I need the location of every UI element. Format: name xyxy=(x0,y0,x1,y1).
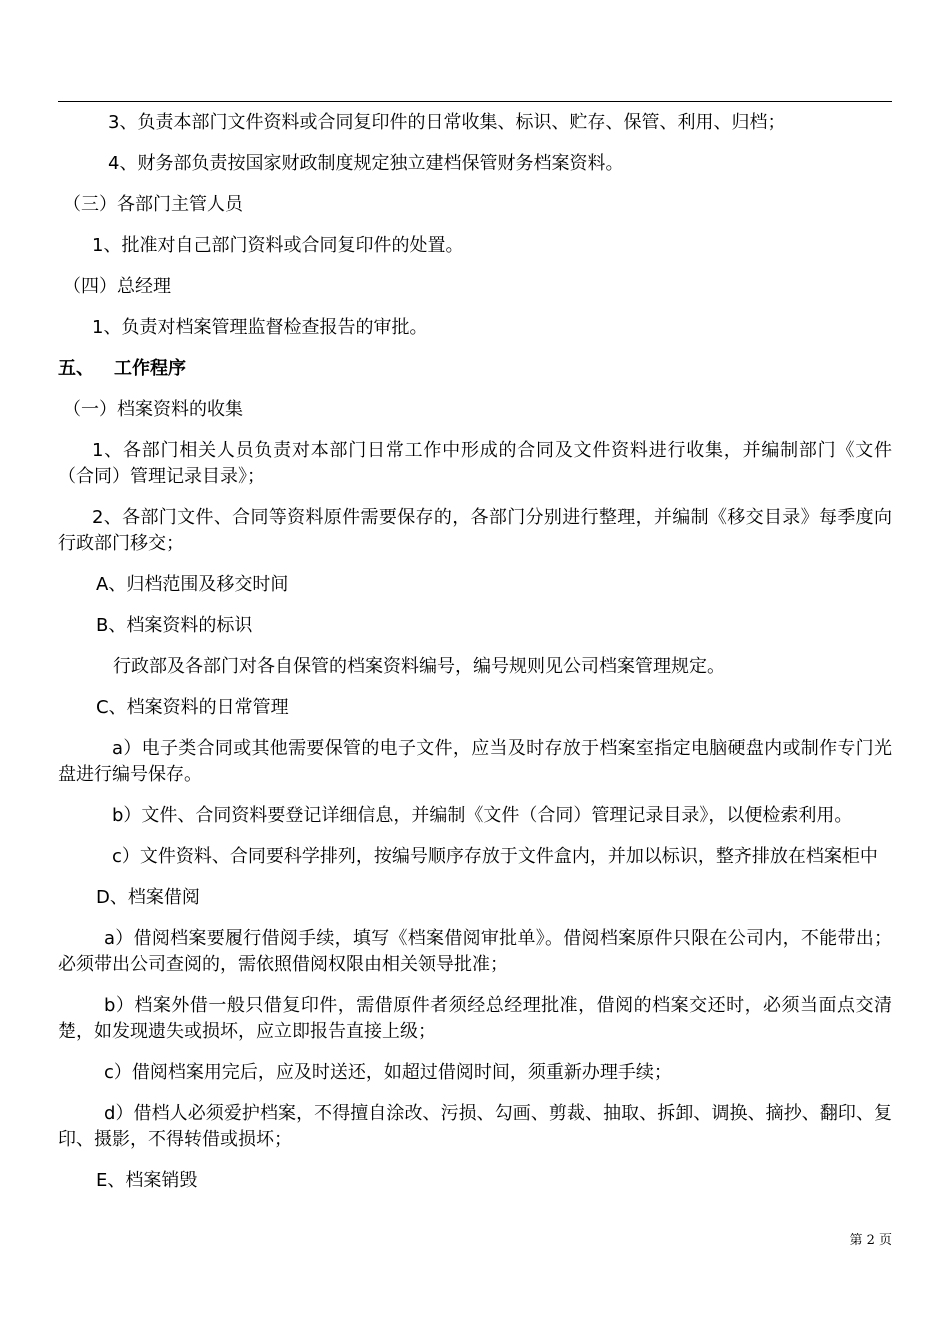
collection-item-2: 2、各部门文件、合同等资料原件需要保存的，各部门分别进行整理，并编制《移交目录》每季度向行政部门移交； xyxy=(58,507,892,554)
daily-management-c: c）文件资料、合同要科学排列，按编号顺序存放于文件盒内，并加以标识，整齐排放在档案柜中 xyxy=(112,846,878,867)
gm-duty-1: 1、负责对档案管理监督检查报告的审批。 xyxy=(92,317,428,338)
chapter-number: 五、 xyxy=(58,358,94,379)
item-a-heading: A、归档范围及移交时间 xyxy=(96,574,289,595)
subsection-collection: （一）档案资料的收集 xyxy=(63,399,243,420)
header-rule xyxy=(58,101,892,102)
labeling-rule-text: 行政部及各部门对各自保管的档案资料编号，编号规则见公司档案管理规定。 xyxy=(113,656,725,677)
collection-item-1: 1、各部门相关人员负责对本部门日常工作中形成的合同及文件资料进行收集，并编制部门《文件（合同）管理记录目录》； xyxy=(58,440,892,487)
manager-duty-1: 1、批准对自己部门资料或合同复印件的处置。 xyxy=(92,235,464,256)
daily-management-b: b）文件、合同资料要登记详细信息，并编制《文件（合同）管理记录目录》，以便检索利用。 xyxy=(112,805,853,826)
item-d-heading: D、档案借阅 xyxy=(96,887,200,908)
item-c-heading: C、档案资料的日常管理 xyxy=(96,697,289,718)
borrowing-rule-b: b）档案外借一般只借复印件，需借原件者须经总经理批准，借阅的档案交还时，必须当面点交清楚，如发现遗失或损坏，应立即报告直接上级； xyxy=(58,995,892,1042)
borrowing-rule-c: c）借阅档案用完后，应及时送还，如超过借阅时间，须重新办理手续； xyxy=(104,1062,672,1083)
section-heading-general-manager: （四）总经理 xyxy=(63,276,171,297)
item-b-heading: B、档案资料的标识 xyxy=(96,615,253,636)
duty-item-4: 4、财务部负责按国家财政制度规定独立建档保管财务档案资料。 xyxy=(108,153,624,174)
borrowing-rule-a: a）借阅档案要履行借阅手续，填写《档案借阅审批单》。借阅档案原件只限在公司内，不能带出；必须带出公司查阅的，需依照借阅权限由相关领导批准； xyxy=(58,928,892,975)
duty-item-3: 3、负责本部门文件资料或合同复印件的日常收集、标识、贮存、保管、利用、归档； xyxy=(108,112,786,133)
page-number: 第 2 页 xyxy=(849,1233,892,1248)
section-heading-dept-managers: （三）各部门主管人员 xyxy=(63,194,243,215)
chapter-title: 工作程序 xyxy=(114,358,186,379)
item-e-heading: E、档案销毁 xyxy=(96,1170,198,1191)
daily-management-a: a）电子类合同或其他需要保管的电子文件，应当及时存放于档案室指定电脑硬盘内或制作专门光盘进行编号保存。 xyxy=(58,738,892,785)
borrowing-rule-d: d）借档人必须爱护档案，不得擅自涂改、污损、勾画、剪裁、抽取、拆卸、调换、摘抄、翻印、复印、摄影，不得转借或损坏； xyxy=(58,1103,892,1150)
